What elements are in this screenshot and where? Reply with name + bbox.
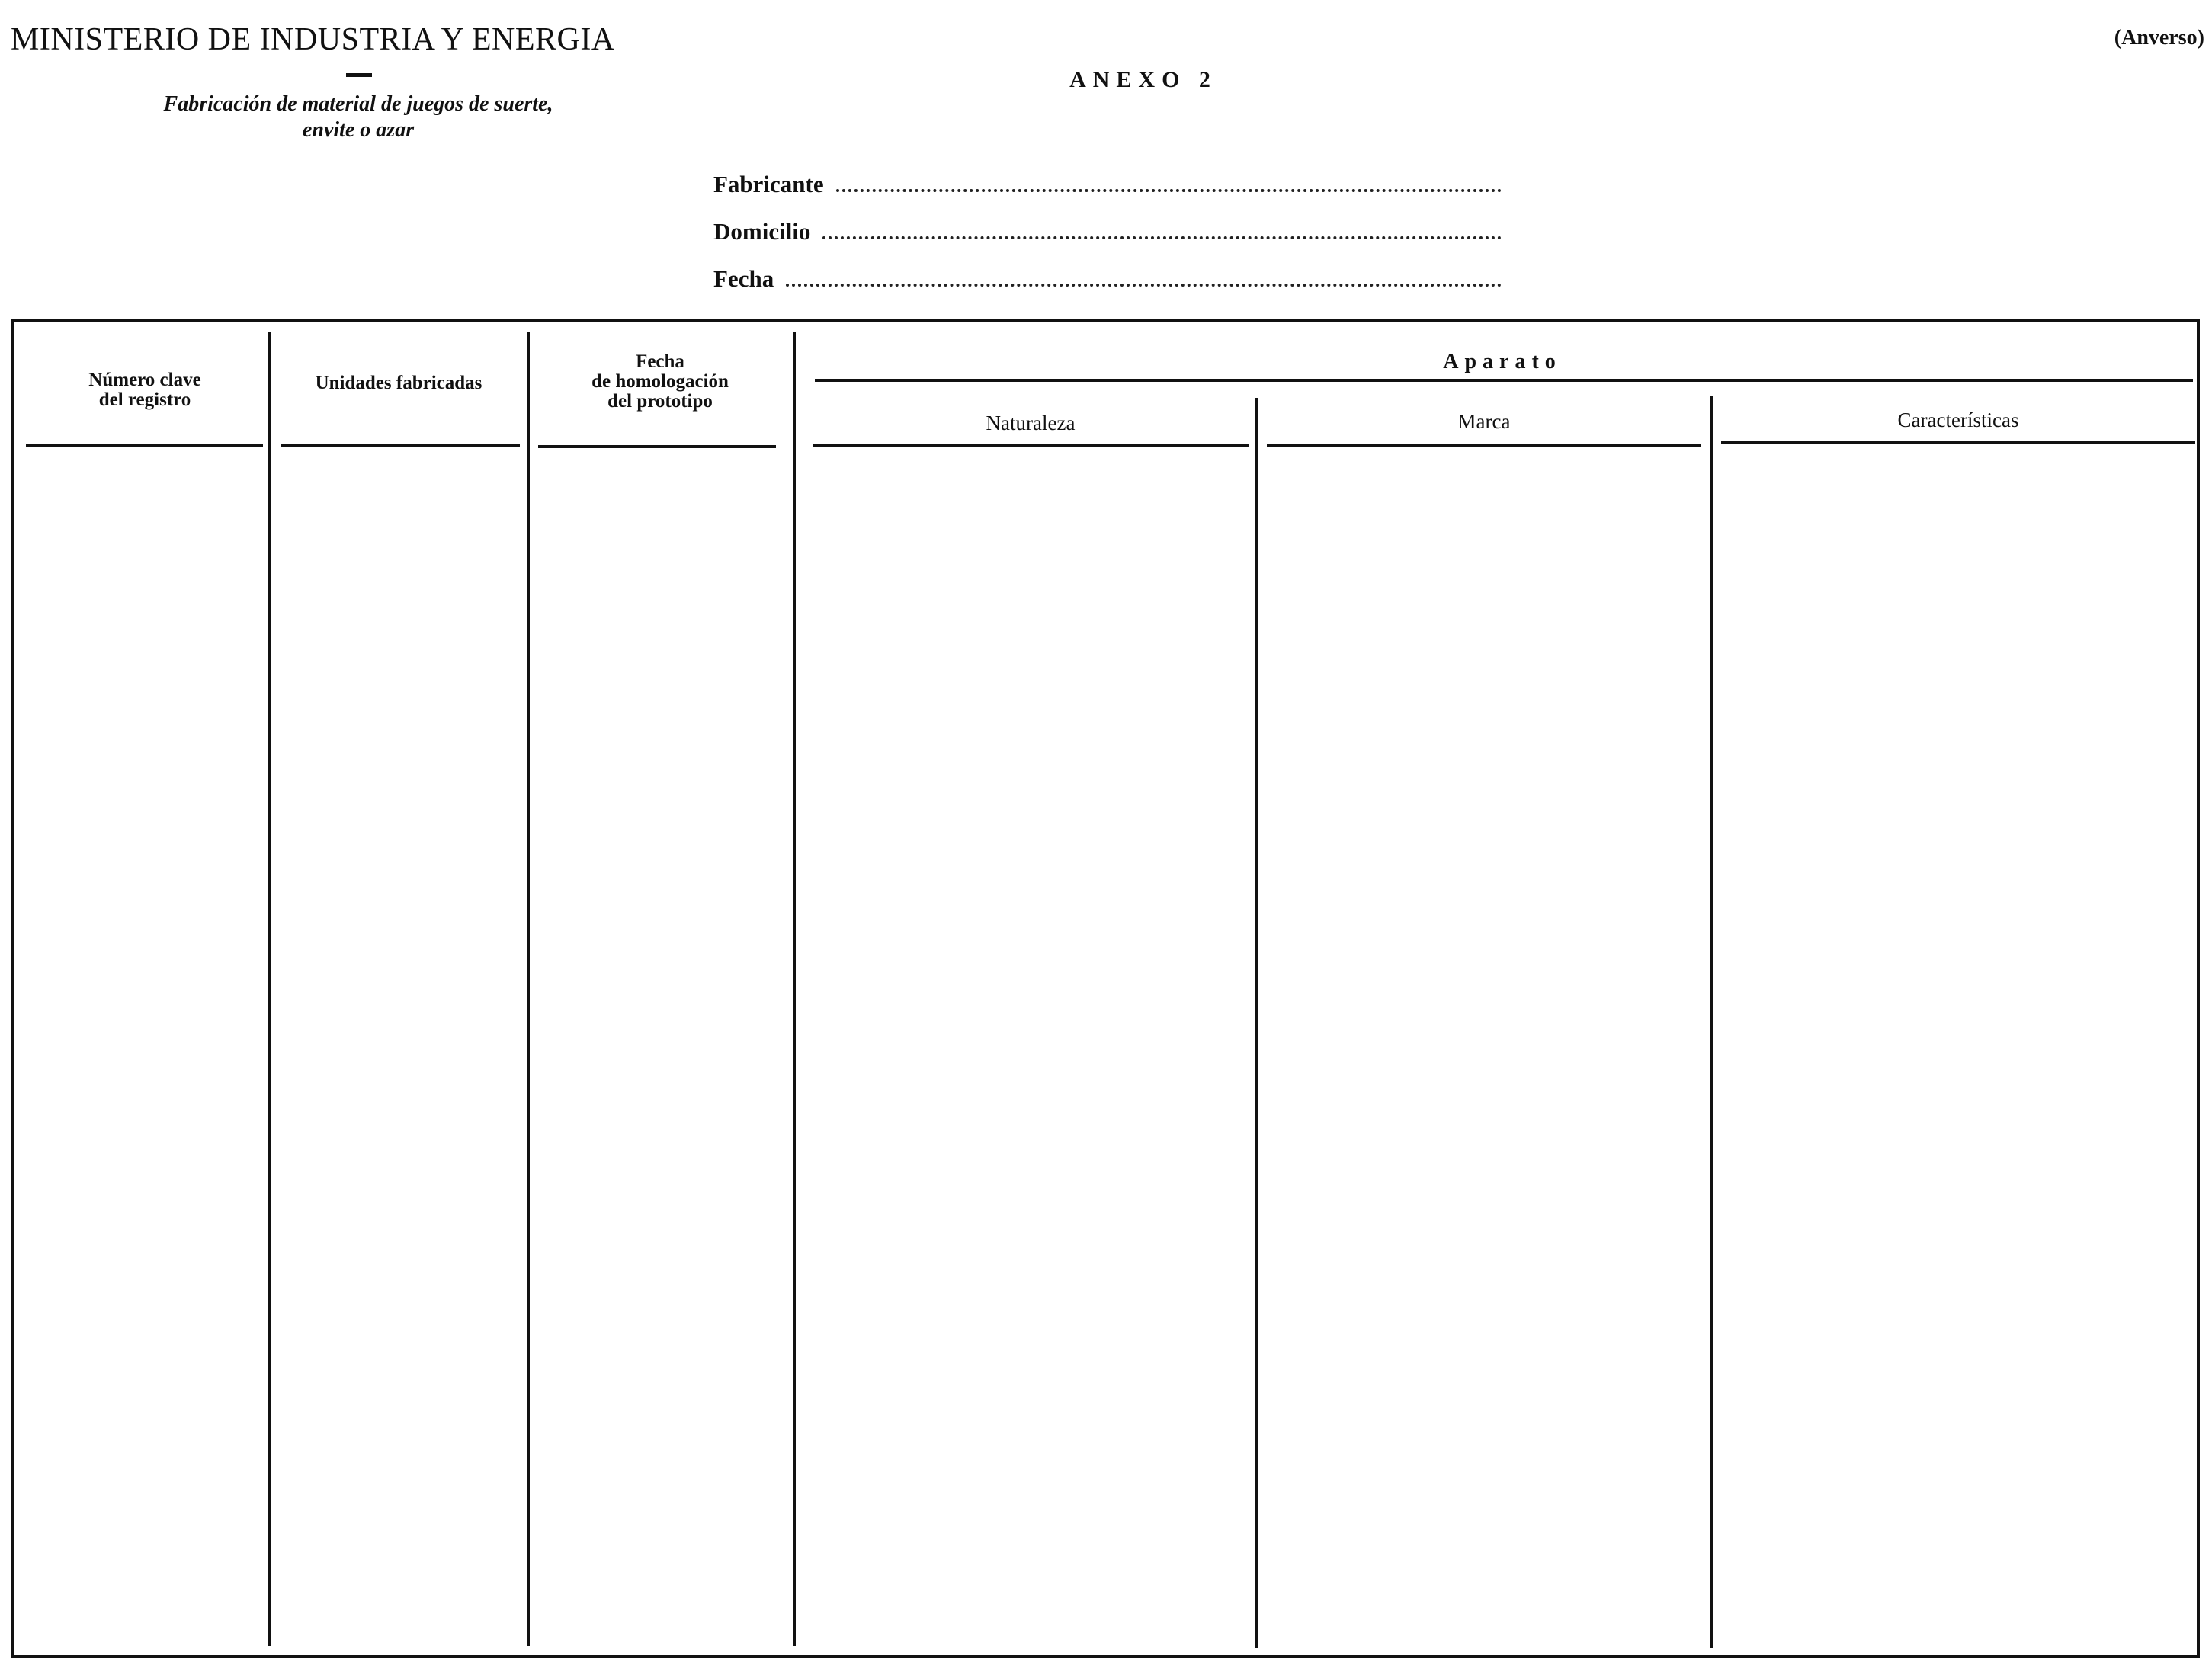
domicilio-field[interactable] xyxy=(713,215,1502,245)
domicilio-fill-line[interactable] xyxy=(822,236,1502,239)
col-header-line: del prototipo xyxy=(607,391,713,412)
title-divider xyxy=(346,73,372,77)
col-header-unidades: Unidades fabricadas xyxy=(315,373,482,393)
numero-clave-cell[interactable] xyxy=(15,451,267,1646)
col-header-line: Número clave xyxy=(88,370,201,390)
fabricante-label: Fabricante xyxy=(713,171,824,197)
column-divider xyxy=(527,332,530,1646)
fecha-fill-line[interactable] xyxy=(786,284,1502,287)
header-underline xyxy=(1267,444,1701,447)
header-underline xyxy=(26,444,263,447)
header-underline xyxy=(813,444,1249,447)
fecha-label: Fecha xyxy=(713,265,774,292)
column-divider xyxy=(1255,398,1258,1648)
form-subtitle xyxy=(30,91,686,143)
annex-title: ANEXO 2 xyxy=(1069,67,1217,92)
subtitle-line-1: Fabricación de material de juegos de suerte, xyxy=(163,92,553,116)
column-divider xyxy=(268,332,271,1646)
fecha-field[interactable] xyxy=(713,262,1502,293)
col-header-line: del registro xyxy=(98,389,191,410)
aparato-underline xyxy=(815,379,2193,382)
col-header-marca: Marca xyxy=(1457,410,1511,433)
naturaleza-cell[interactable] xyxy=(797,451,1253,1646)
fecha-homologacion-cell[interactable] xyxy=(531,451,790,1646)
column-divider xyxy=(793,332,796,1646)
side-label: (Anverso) xyxy=(2114,26,2204,50)
col-header-caracteristicas: Características xyxy=(1897,409,2019,431)
fabricante-field[interactable] xyxy=(713,168,1502,198)
col-header-line: de homologación xyxy=(591,371,729,392)
marca-cell[interactable] xyxy=(1259,451,1709,1646)
unidades-cell[interactable] xyxy=(273,451,524,1646)
header-underline xyxy=(538,445,776,448)
fabricante-fill-line[interactable] xyxy=(836,189,1502,192)
col-header-numero-clave xyxy=(23,370,267,410)
header-underline xyxy=(1721,441,2195,444)
col-header-line: Fecha xyxy=(636,351,684,372)
subtitle-line-2: envite o azar xyxy=(302,118,415,142)
domicilio-label: Domicilio xyxy=(713,218,811,245)
col-header-naturaleza: Naturaleza xyxy=(986,412,1076,434)
column-divider xyxy=(1710,396,1713,1648)
col-header-aparato: Aparato xyxy=(1443,350,1562,373)
caracteristicas-cell[interactable] xyxy=(1715,451,2194,1646)
ministry-title: MINISTERIO DE INDUSTRIA Y ENERGIA xyxy=(11,22,615,57)
col-header-fecha-homologacion xyxy=(531,352,790,412)
header-underline xyxy=(281,444,520,447)
